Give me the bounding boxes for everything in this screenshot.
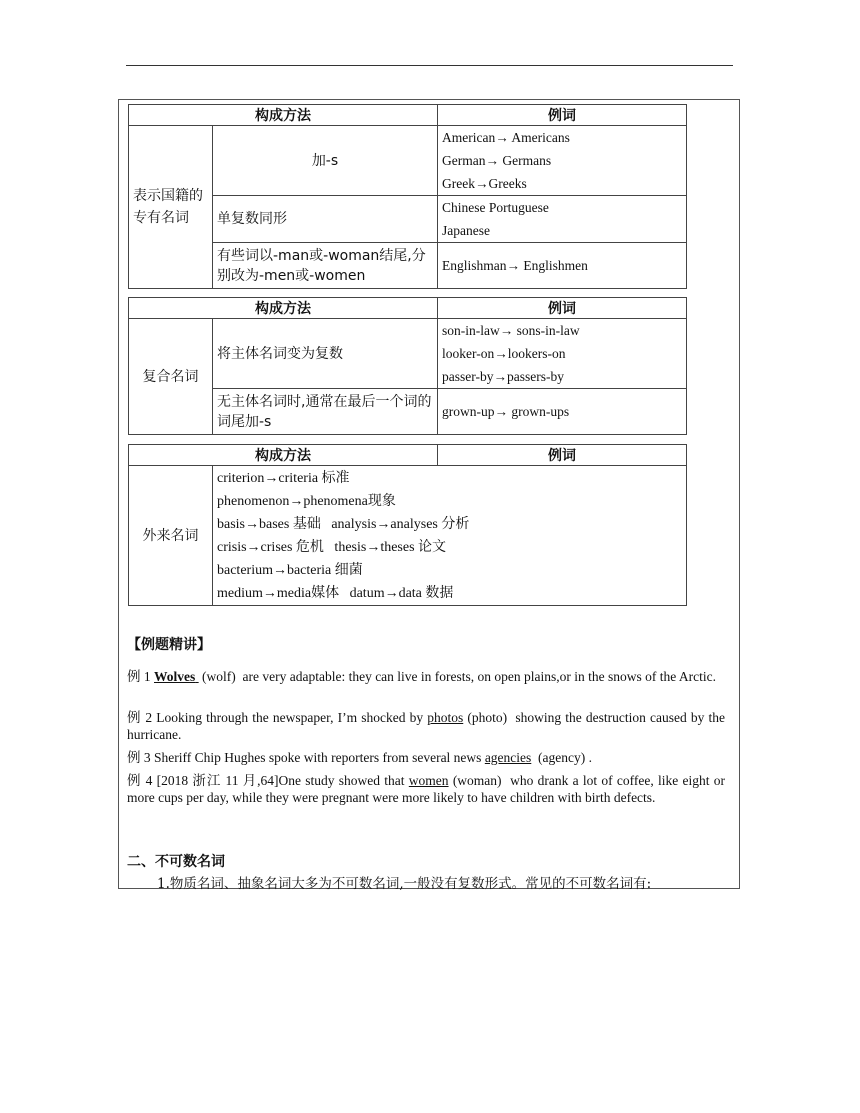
example-header: 例词 bbox=[438, 298, 687, 319]
method-cell: 单复数同形 bbox=[213, 196, 438, 243]
example-header: 例词 bbox=[438, 105, 687, 126]
example-cell: son-in-law→ sons-in-law looker-on→lookers-on passer-by→passers-by bbox=[438, 319, 687, 389]
method-header: 构成方法 bbox=[129, 298, 438, 319]
method-cell: 无主体名词时,通常在最后一个词的词尾加-s bbox=[213, 389, 438, 435]
answer: agencies bbox=[484, 750, 532, 765]
example-2: 例 2 Looking through the newspaper, I’m shocked by photos (photo) showing the destruction caused by the hurricane. bbox=[127, 710, 726, 742]
nationality-nouns-table bbox=[128, 104, 687, 289]
section-2-title: 二、不可数名词 bbox=[127, 854, 225, 870]
category-cell: 外来名词 bbox=[129, 466, 213, 606]
method-header: 构成方法 bbox=[129, 105, 438, 126]
example-cell: American→ Americans German→ Germans Greek→Greeks bbox=[438, 126, 687, 196]
answer: photos bbox=[427, 710, 464, 725]
foreign-nouns-table bbox=[128, 444, 687, 606]
method-cell: 加-s bbox=[213, 126, 438, 196]
answer: Wolves bbox=[154, 669, 196, 684]
category-cell: 复合名词 bbox=[129, 319, 213, 435]
method-cell: 有些词以-man或-woman结尾,分别改为-men或-women bbox=[213, 243, 438, 289]
example-4: 例 4 [2018 浙江 11 月,64]One study showed that women (woman) who drank a lot of coffee, like eight or more cups per day, while they were pregnant were more likely to have children with birth defects. bbox=[127, 773, 725, 805]
example-3: 例 3 Sheriff Chip Hughes spoke with reporters from several news agencies (agency) . bbox=[127, 750, 593, 765]
example-cell: grown-up→ grown-ups bbox=[438, 389, 687, 435]
compound-nouns-table bbox=[128, 297, 687, 435]
example-1: 例 1 Wolves (wolf) are very adaptable: they can live in forests, on open plains,or in the snows of the Arctic. bbox=[127, 669, 716, 684]
example-cell: Englishman→ Englishmen bbox=[438, 243, 687, 289]
answer: women bbox=[408, 773, 449, 788]
example-cell: Chinese Portuguese Japanese bbox=[438, 196, 687, 243]
example-header: 例词 bbox=[438, 445, 687, 466]
category-cell: 表示国籍的专有名词 bbox=[129, 126, 213, 289]
method-cell: 将主体名词变为复数 bbox=[213, 319, 438, 389]
section-2-line: 1.物质名词、抽象名词大多为不可数名词,一般没有复数形式。常见的不可数名词有: bbox=[157, 876, 652, 892]
method-header: 构成方法 bbox=[129, 445, 438, 466]
example-cell: criterion→criteria 标准 phenomenon→phenomena现象 basis→bases 基础 analysis→analyses 分析 crisis→crises 危机 thesis→theses 论文 bacterium→bacteria 细菌 medium→media媒体 datum→data 数据 bbox=[213, 466, 687, 606]
section-heading: 【例题精讲】 bbox=[127, 637, 211, 653]
top-rule bbox=[126, 65, 733, 66]
